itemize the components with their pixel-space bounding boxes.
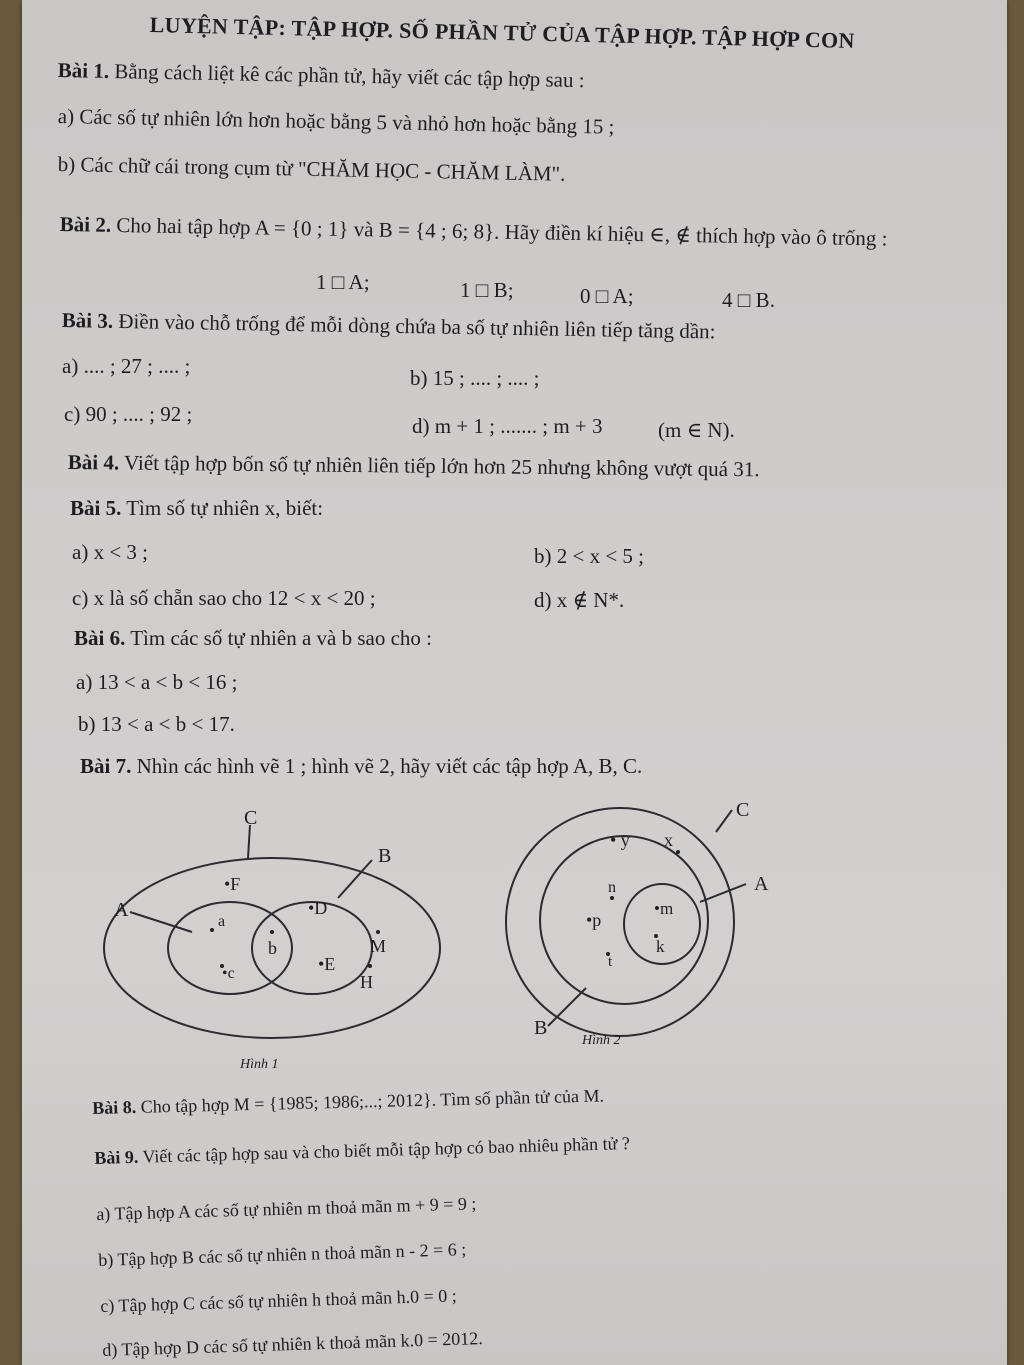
fig2-point-y: • y (610, 830, 630, 850)
fig1-caption: Hình 1 (240, 1057, 279, 1072)
label-a-pointer (130, 912, 192, 932)
exercise-5-label: Bài 5. (70, 496, 122, 520)
fig2-label-b: B (534, 1017, 548, 1039)
fig1-point-f: •F (224, 874, 241, 894)
exercise-8 (92, 1085, 604, 1119)
exercise-7 (80, 754, 642, 779)
fig2-point-x: x (664, 830, 673, 850)
fig2-caption: Hình 2 (582, 1033, 621, 1048)
exercise-2-label: Bài 2. (59, 212, 112, 237)
exercise-2 (60, 212, 888, 251)
exercise-9d: d) Tập hợp D các số tự nhiên k thoả mãn k.0 = 2012. (102, 1328, 483, 1360)
exercise-6 (74, 626, 432, 651)
fig1-point-e: •E (318, 954, 336, 974)
exercise-5b: b) 2 < x < 5 ; (534, 544, 645, 568)
exercise-4-text: Viết tập hợp bốn số tự nhiên liên tiếp lớn hơn 25 nhưng không vượt quá 31. (119, 450, 760, 482)
fig1-dot-h (368, 964, 372, 968)
exercise-3b: b) 15 ; .... ; .... ; (410, 366, 540, 390)
exercise-2-text: Cho hai tập hợp A = {0 ; 1} và B = {4 ; 6; 8}. Hãy điền kí hiệu ∈, ∉ thích hợp vào ô trống : (110, 212, 888, 251)
exercise-9a: a) Tập hợp A các số tự nhiên m thoả mãn m + 9 = 9 ; (96, 1193, 477, 1224)
fig1-label-b: B (378, 845, 392, 867)
fig2-point-p: •p (586, 910, 602, 930)
exercise-5c: c) x là số chẵn sao cho 12 < x < 20 ; (72, 586, 376, 610)
exercise-9-text: Viết các tập hợp sau và cho biết mỗi tập hợp có bao nhiêu phần tử ? (137, 1133, 631, 1167)
exercise-2-item-4: 4 □ B. (722, 288, 775, 312)
label-c-pointer (248, 825, 250, 858)
fig2-label-a: A (754, 873, 769, 895)
exercise-4 (68, 450, 760, 482)
exercise-9b: b) Tập hợp B các số tự nhiên n thoả mãn n - 2 = 6 ; (98, 1239, 467, 1270)
exercise-6a: a) 13 < a < b < 16 ; (76, 670, 238, 694)
fig1-point-b: b (268, 938, 277, 958)
fig1-dot-m (376, 930, 380, 934)
fig2-dot-n (610, 896, 614, 900)
exercise-5d: d) x ∉ N*. (534, 588, 625, 612)
exercise-6-text: Tìm các số tự nhiên a và b sao cho : (125, 626, 433, 650)
fig1-dot-a (210, 928, 214, 932)
exercise-8-label: Bài 8. (92, 1096, 137, 1118)
fig1-label-a: A (114, 899, 129, 921)
exercise-6b: b) 13 < a < b < 17. (78, 712, 235, 736)
fig2-dot-x (676, 850, 680, 854)
fig2-point-m: •m (654, 899, 674, 918)
exercise-2-item-1: 1 □ A; (316, 270, 370, 294)
exercise-3-text: Điền vào chỗ trống để mỗi dòng chứa ba số tự nhiên liên tiếp tăng dần: (112, 308, 716, 344)
figure-2-nested-sets (492, 790, 792, 1060)
page-title: LUYỆN TẬP: TẬP HỢP. SỐ PHẦN TỬ CỦA TẬP HỢP. TẬP HỢP CON (149, 12, 855, 53)
exercise-5a: a) x < 3 ; (72, 540, 148, 564)
exercise-7-text: Nhìn các hình vẽ 1 ; hình vẽ 2, hãy viết các tập hợp A, B, C. (131, 754, 643, 778)
fig1-point-c: •c (222, 965, 235, 982)
exercise-1-text: Bằng cách liệt kê các phần tử, hãy viết các tập hợp sau : (108, 58, 585, 93)
exercise-1a: a) Các số tự nhiên lớn hơn hoặc bằng 5 và nhỏ hơn hoặc bằng 15 ; (57, 104, 615, 139)
fig2-label-c: C (736, 799, 750, 821)
label-b-pointer (548, 988, 586, 1026)
label-c-pointer (716, 810, 732, 832)
exercise-9 (94, 1133, 630, 1169)
exercise-3c: c) 90 ; .... ; 92 ; (64, 402, 193, 426)
exercise-1b: b) Các chữ cái trong cụm từ "CHĂM HỌC - CHĂM LÀM". (57, 152, 566, 186)
fig1-dot-b (270, 930, 274, 934)
exercise-3a: a) .... ; 27 ; .... ; (62, 354, 191, 378)
exercise-3d-note: (m ∈ N). (658, 418, 735, 442)
exercise-3d: d) m + 1 ; ....... ; m + 3 (412, 414, 603, 438)
exercise-6-label: Bài 6. (74, 626, 126, 650)
exercise-7-label: Bài 7. (80, 754, 132, 778)
exercise-9-label: Bài 9. (94, 1146, 139, 1168)
fig1-point-d: •D (308, 898, 328, 918)
fig1-point-a: a (218, 913, 226, 930)
fig2-point-t: t (608, 954, 613, 970)
fig1-label-c: C (244, 807, 258, 829)
fig1-point-m: M (370, 936, 387, 956)
worksheet-paper (22, 0, 1007, 1365)
exercise-2-item-3: 0 □ A; (580, 284, 634, 308)
exercise-1 (58, 58, 585, 93)
exercise-3 (62, 308, 716, 344)
exercise-5-text: Tìm số tự nhiên x, biết: (121, 496, 324, 520)
fig2-point-k: k (656, 937, 665, 956)
fig1-point-h: H (360, 972, 373, 992)
exercise-1-label: Bài 1. (57, 58, 110, 83)
exercise-8-text: Cho tập hợp M = {1985; 1986;...; 2012}. Tìm số phần tử của M. (136, 1085, 605, 1117)
exercise-2-item-2: 1 □ B; (460, 278, 514, 302)
exercise-9c: c) Tập hợp C các số tự nhiên h thoả mãn h.0 = 0 ; (100, 1285, 457, 1316)
exercise-3-label: Bài 3. (61, 308, 114, 333)
fig2-point-n: n (608, 879, 616, 896)
exercise-5 (70, 496, 323, 521)
figure-1-venn-diagram (82, 800, 462, 1080)
label-a-pointer (700, 884, 746, 902)
exercise-4-label: Bài 4. (67, 450, 120, 475)
